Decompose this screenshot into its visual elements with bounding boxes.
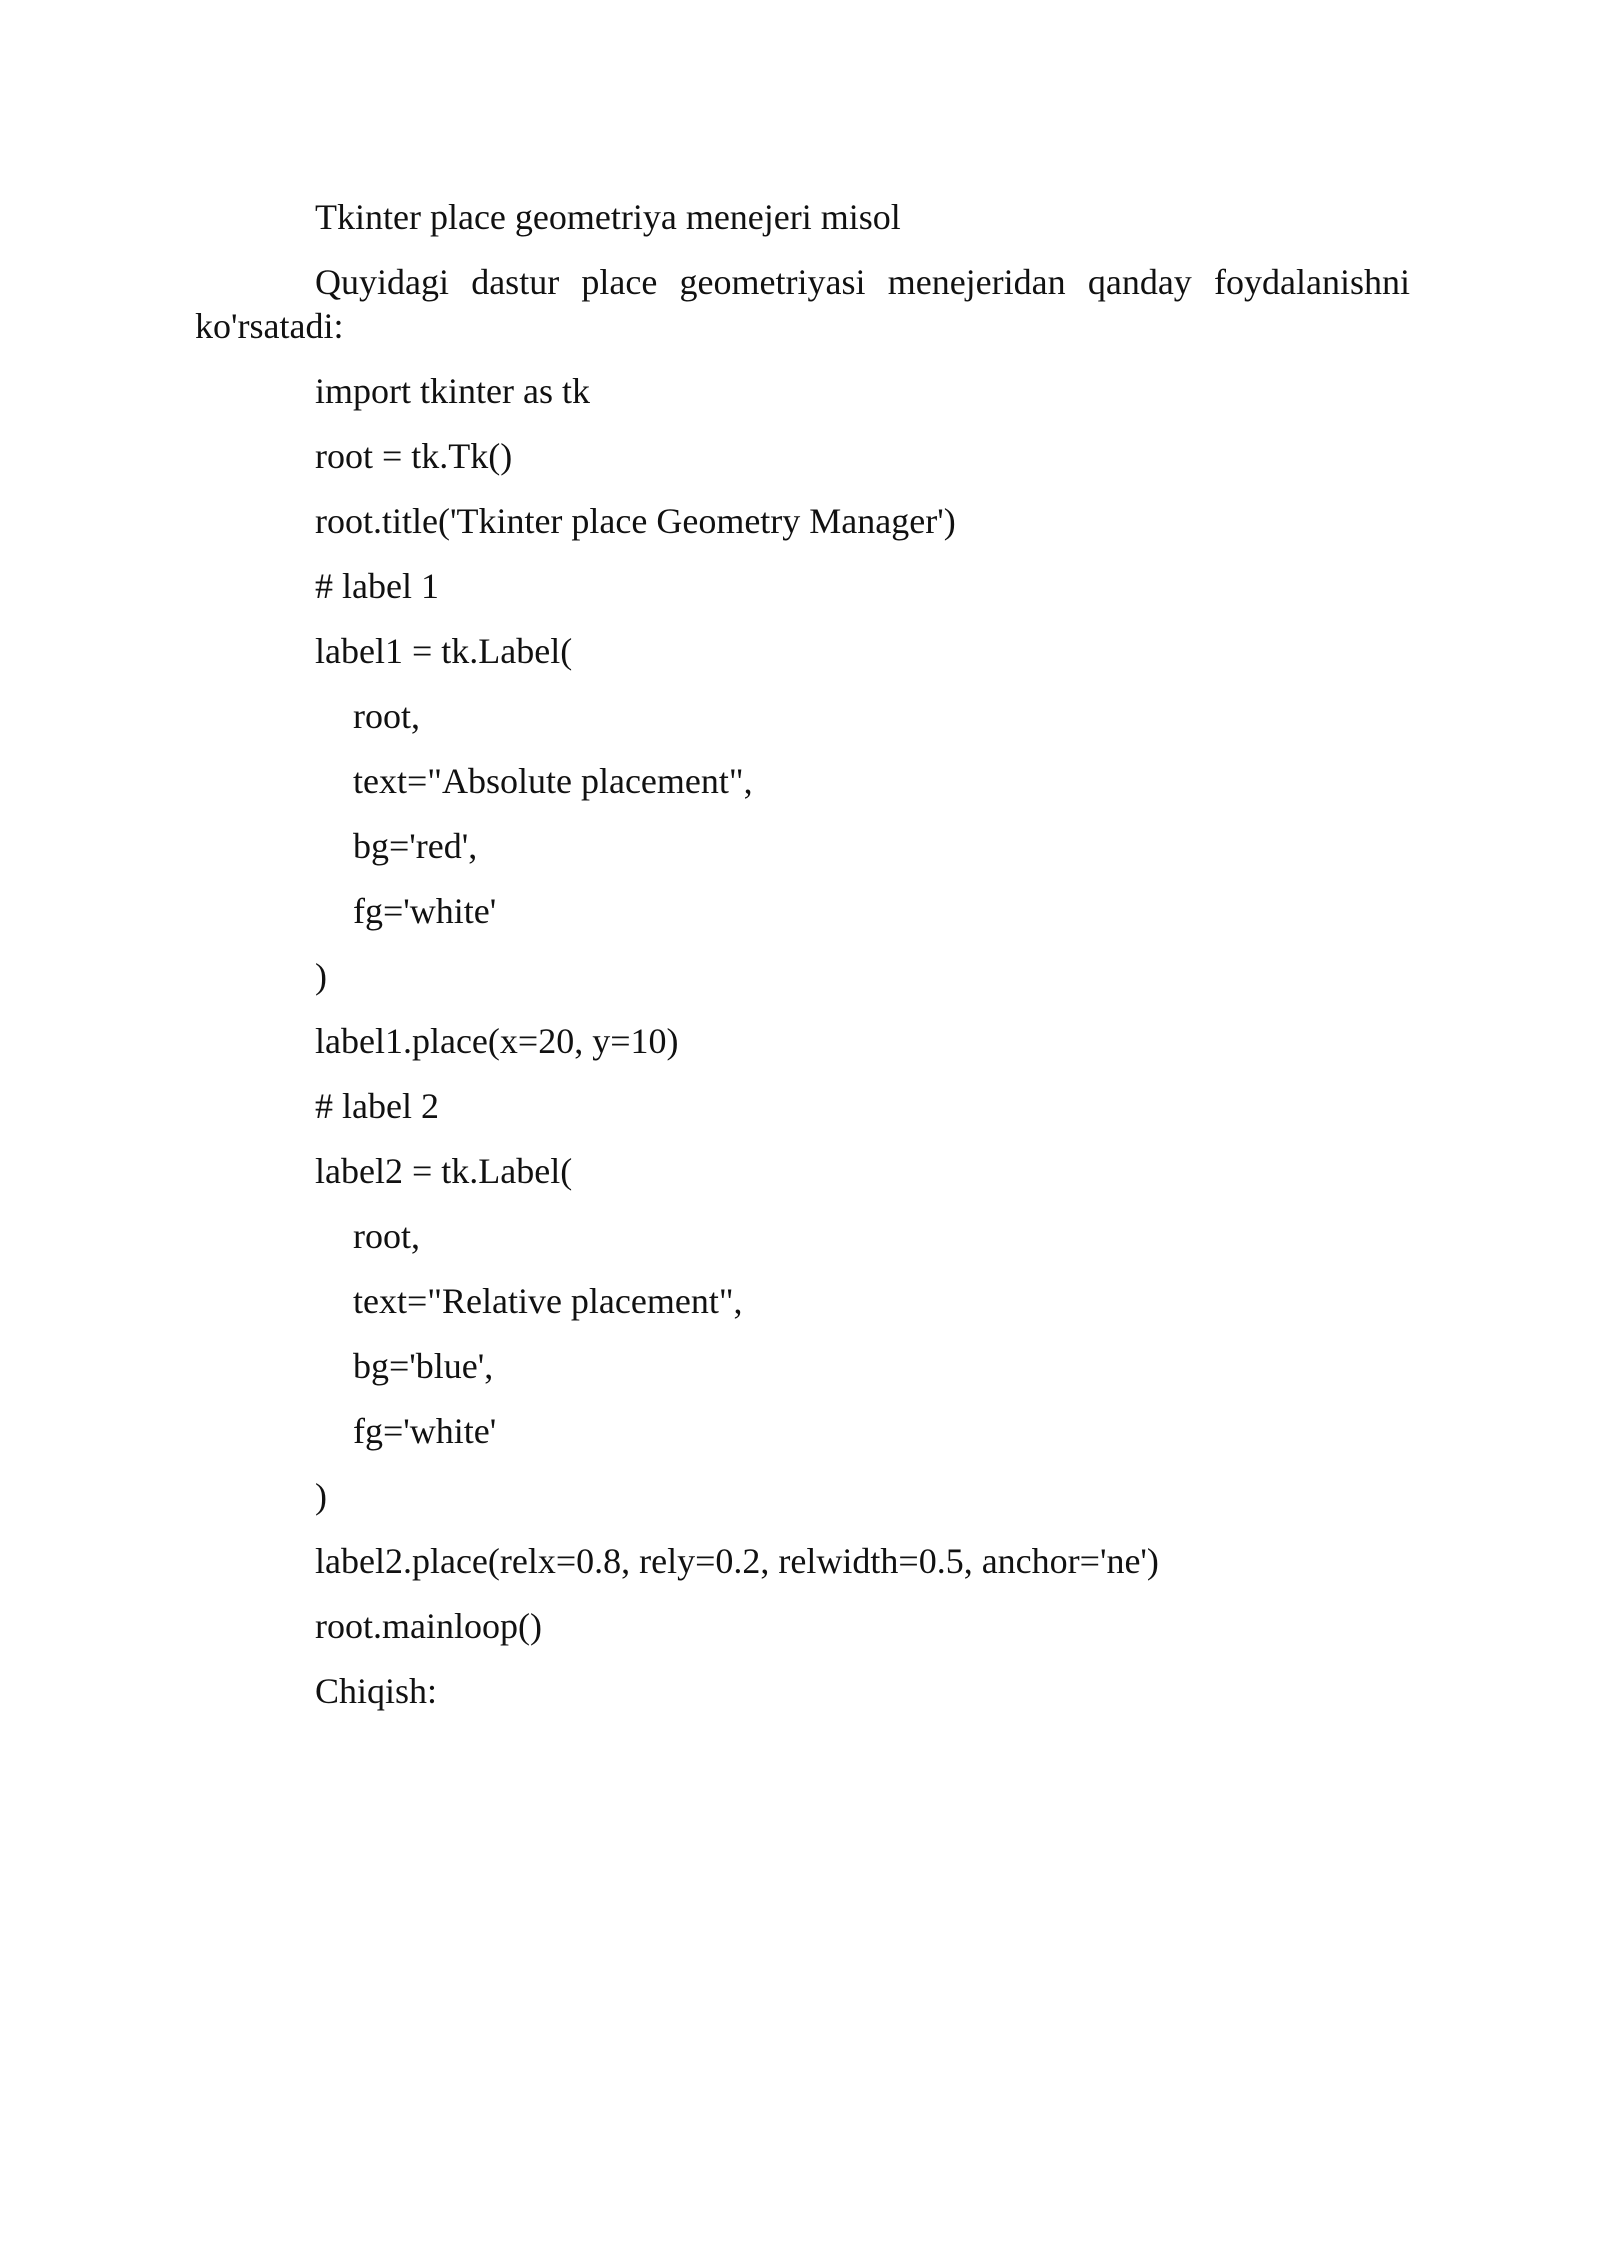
code-line: fg='white'	[353, 891, 497, 931]
code-line: label1 = tk.Label(	[315, 631, 573, 671]
code-line: fg='white'	[353, 1411, 497, 1451]
code-line: label2 = tk.Label(	[315, 1151, 573, 1191]
code-line: label2.place(relx=0.8, rely=0.2, relwidth=0.5, anchor='ne')	[315, 1541, 1159, 1581]
code-line: )	[315, 1476, 327, 1516]
output-label: Chiqish:	[315, 1671, 438, 1711]
code-line: root.title('Tkinter place Geometry Manager')	[315, 501, 956, 541]
code-comment: # label 1	[315, 566, 439, 606]
code-line: bg='red',	[353, 826, 478, 866]
code-line: root,	[353, 1216, 420, 1256]
code-line: root.mainloop()	[315, 1606, 542, 1646]
code-line: bg='blue',	[353, 1346, 494, 1386]
code-line: )	[315, 956, 327, 996]
code-line: text="Relative placement",	[353, 1281, 743, 1321]
code-line: root,	[353, 696, 420, 736]
code-line: root = tk.Tk()	[315, 436, 513, 476]
code-line: label1.place(x=20, y=10)	[315, 1021, 679, 1061]
heading: Tkinter place geometriya menejeri misol	[315, 197, 901, 237]
code-line: import tkinter as tk	[315, 371, 590, 411]
code-comment: # label 2	[315, 1086, 439, 1126]
intro-paragraph: Quyidagi dastur place geometriyasi menejeridan qanday foydalanishni ko'rsatadi:	[195, 262, 1410, 346]
code-line: text="Absolute placement",	[353, 761, 753, 801]
